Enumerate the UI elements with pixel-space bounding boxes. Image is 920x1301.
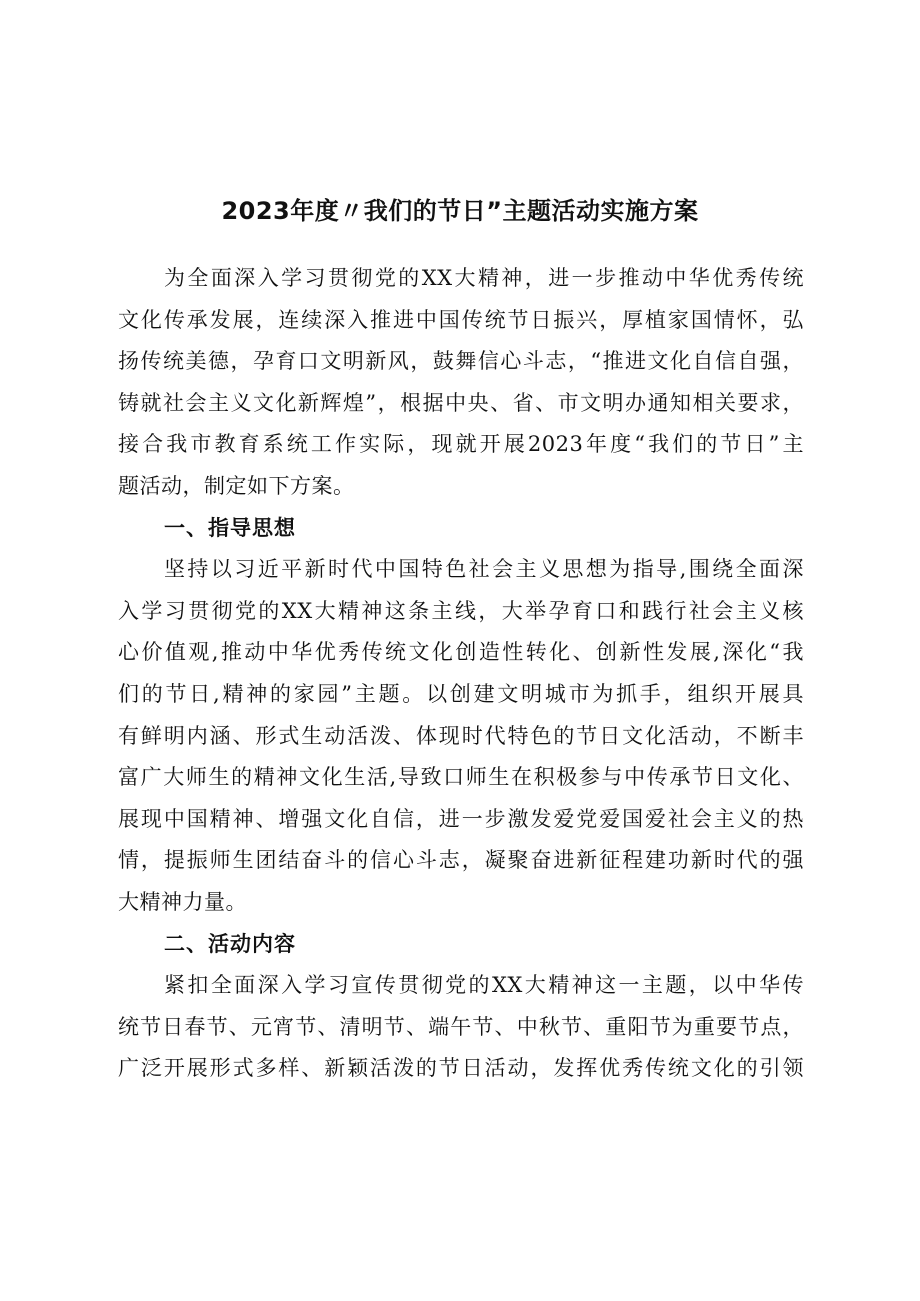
document-body xyxy=(118,258,804,1090)
paragraph-line: 展现中国精神、增强文化自信，进一步激发爱党爱国爱社会主义的热 xyxy=(118,806,804,831)
paragraph-line: 文化传承发展，连续深入推进中国传统节日振兴，厚植家国情怀，弘 xyxy=(118,307,804,332)
guiding-thought-paragraph xyxy=(118,549,804,923)
paragraph-line: 铸就社会主义文化新辉煌”，根据中央、省、市文明办通知相关要求， xyxy=(118,390,804,415)
paragraph-line: 富广大师生的精神文化生活,导致口师生在积极参与中传承节日文化、 xyxy=(118,765,804,790)
paragraph-line: 为全面深入学习贯彻党的XX大精神，进一步推动中华优秀传统 xyxy=(164,266,804,290)
paragraph-line: 广泛开展形式多样、新颖活泼的节日活动，发挥优秀传统文化的引领 xyxy=(118,1056,804,1081)
paragraph-line: 扬传统美德，孕育口文明新风，鼓舞信心斗志，“推进文化自信自强， xyxy=(118,349,804,374)
paragraph-line: 统节日春节、元宵节、清明节、端午节、中秋节、重阳节为重要节点， xyxy=(118,1014,804,1039)
paragraph-line: 心价值观,推动中华优秀传统文化创造性转化、创新性发展,深化“我 xyxy=(118,640,804,665)
intro-paragraph xyxy=(118,258,804,508)
paragraph-line: 入学习贯彻党的XX大精神这条主线，大举孕育口和践行社会主义核 xyxy=(118,598,804,623)
document-title: 2023年度〃我们的节日”主题活动实施方案 xyxy=(221,197,699,225)
paragraph-line: 紧扣全面深入学习宣传贯彻党的XX大精神这一主题，以中华传 xyxy=(164,973,804,998)
section-heading-guiding-thought: 一、指导思想 xyxy=(164,515,296,540)
activity-content-paragraph xyxy=(118,965,804,1090)
section-heading-activity-content: 二、活动内容 xyxy=(164,931,296,956)
paragraph-line: 们的节日,精神的家园”主题。以创建文明城市为抓手，组织开展具 xyxy=(118,681,804,706)
paragraph-line: 题活动，制定如下方案。 xyxy=(118,473,355,498)
paragraph-line: 有鲜明内涵、形式生动活泼、体现时代特色的节日文化活动，不断丰 xyxy=(118,723,804,748)
paragraph-line: 大精神力量。 xyxy=(118,889,247,914)
paragraph-line: 情，提振师生团结奋斗的信心斗志，凝聚奋进新征程建功新时代的强 xyxy=(118,848,804,873)
paragraph-line: 坚持以习近平新时代中国特色社会主义思想为指导,围绕全面深 xyxy=(164,557,804,582)
paragraph-line: 接合我市教育系统工作实际，现就开展2023年度“我们的节日”主 xyxy=(118,432,804,457)
